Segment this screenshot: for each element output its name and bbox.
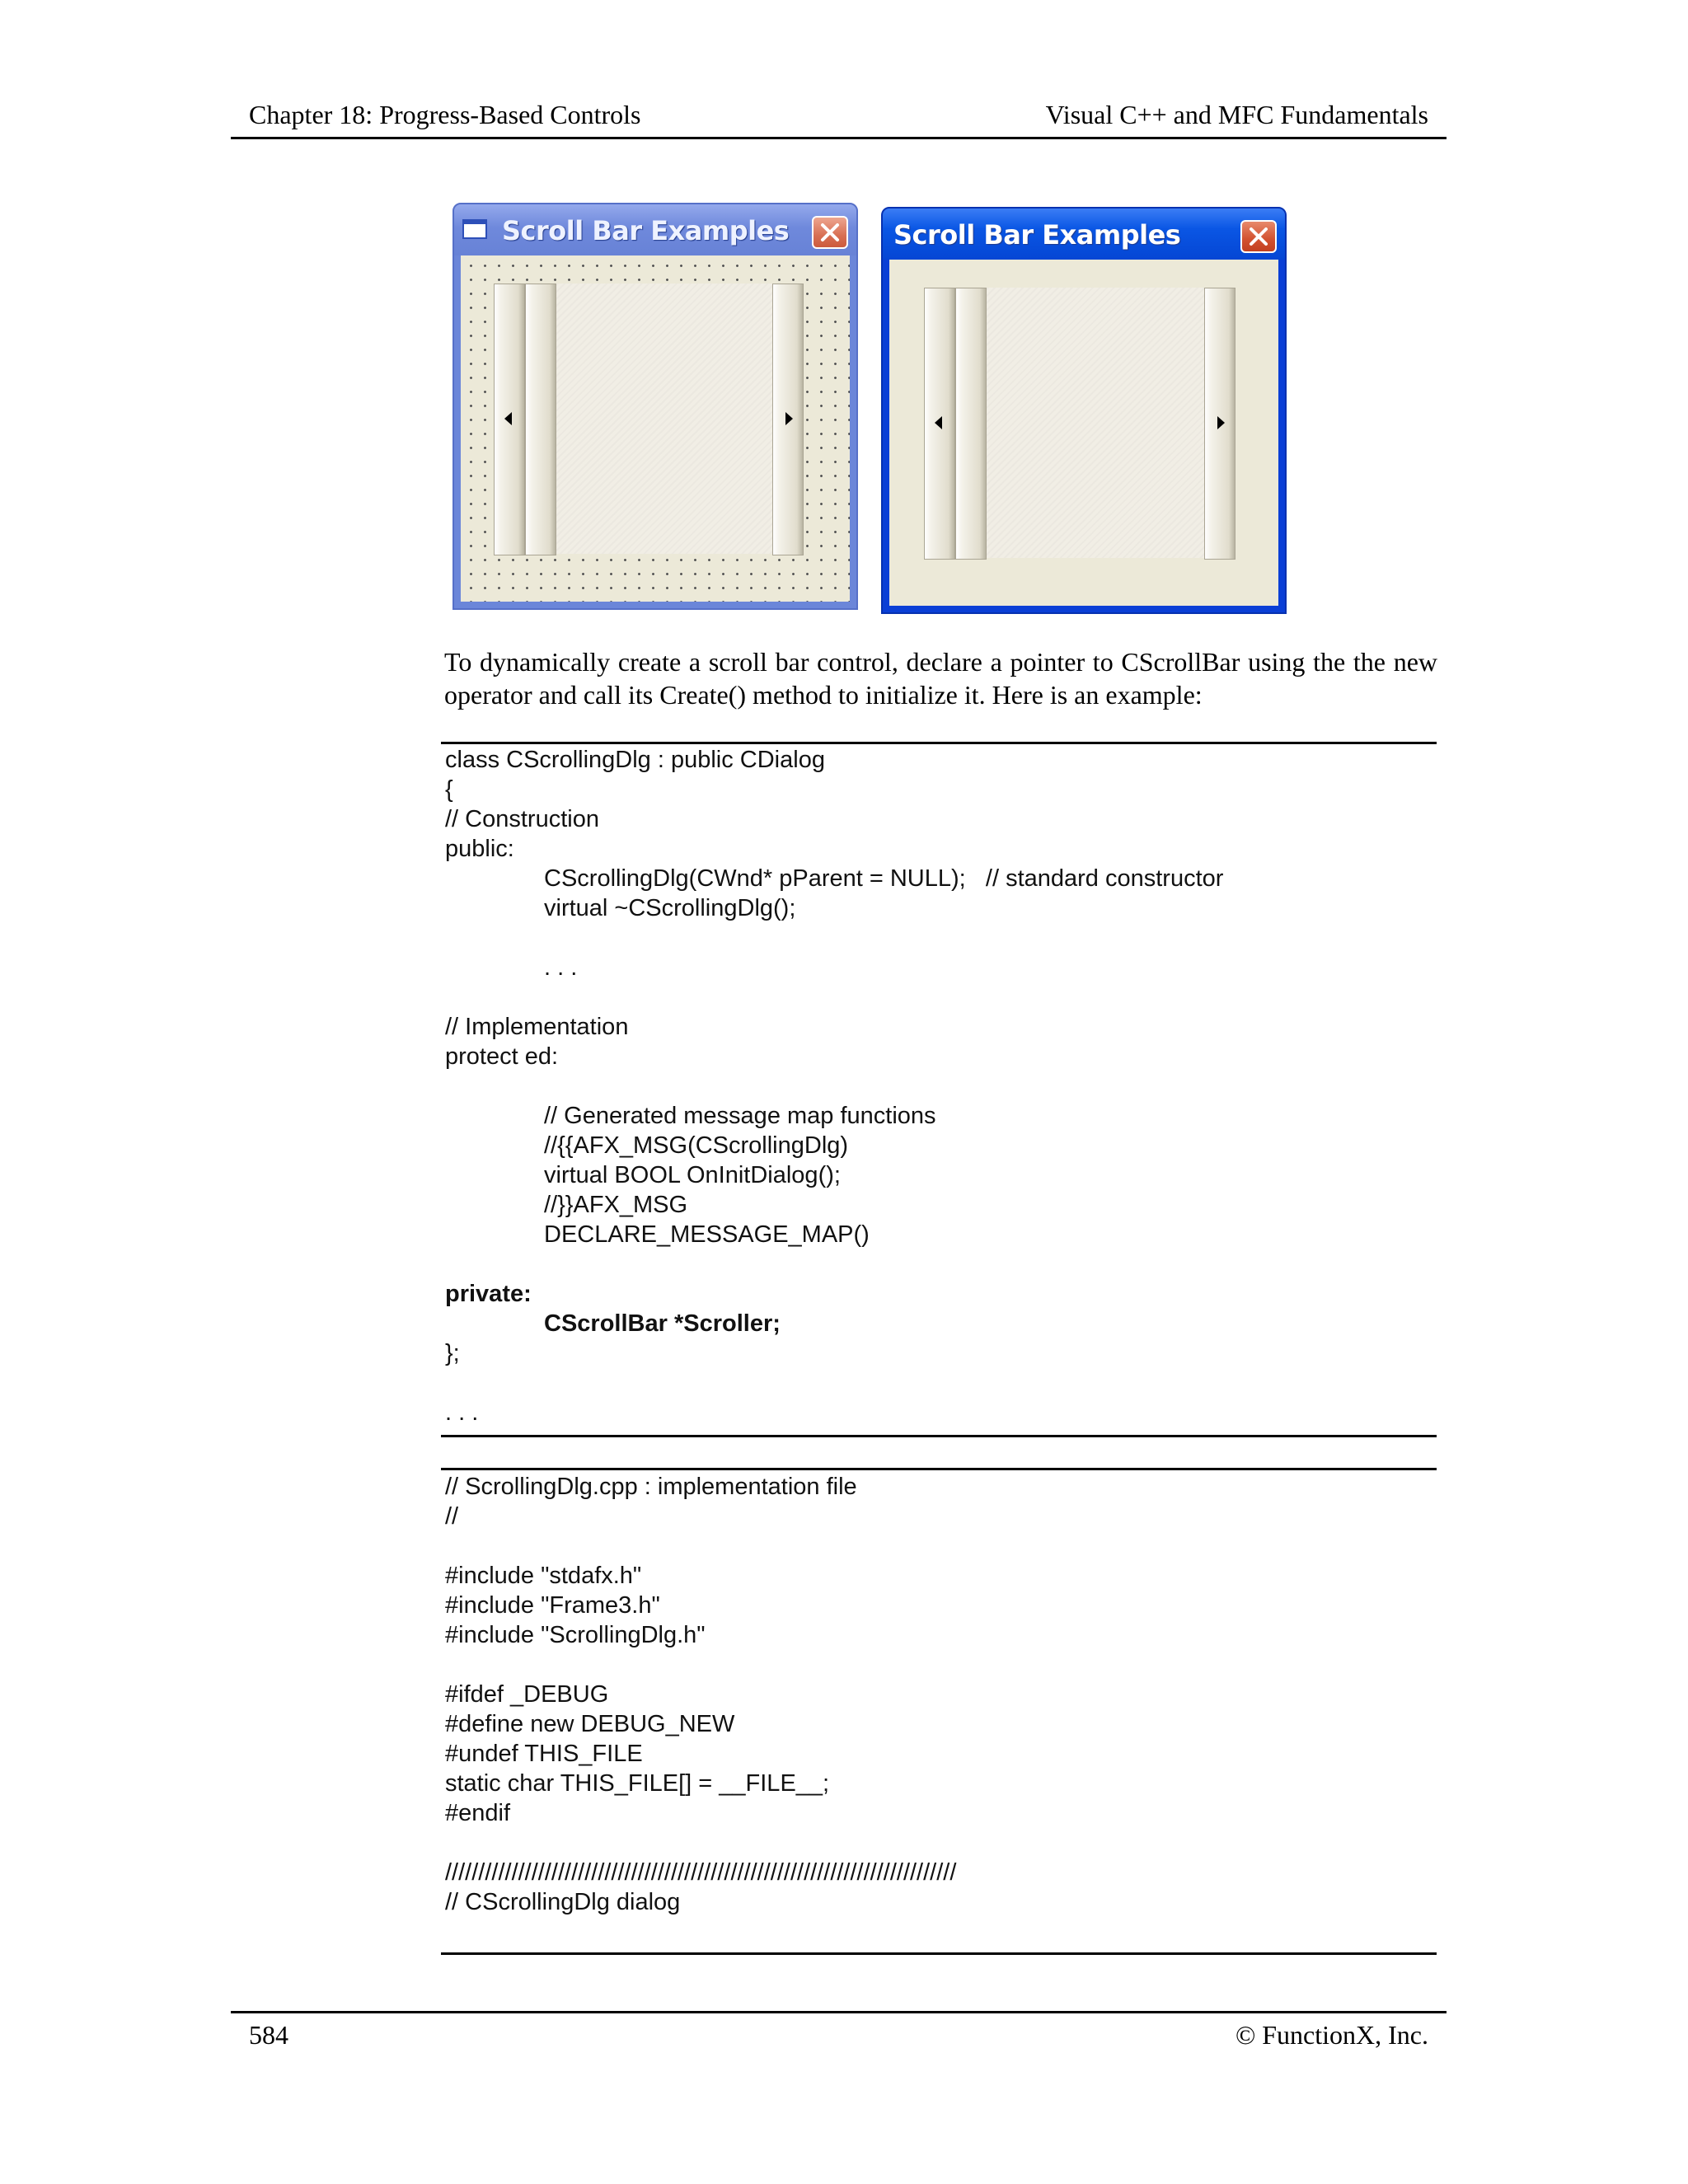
copyright: © FunctionX, Inc.	[1235, 2020, 1428, 2050]
running-footer	[231, 2011, 1447, 2050]
runtime-dialog-window	[881, 207, 1287, 614]
scroll-bar-left-inner	[955, 288, 987, 560]
scroll-bar-right	[772, 284, 804, 555]
design-dialog-window	[452, 203, 858, 610]
scroll-bar-left-outer	[924, 288, 955, 560]
code-line	[445, 982, 1223, 1012]
code-line	[445, 1650, 956, 1680]
code-line: /////////////////////////////////////////////////////////////////////////////	[445, 1859, 957, 1886]
code-line: #include "ScrollingDlg.h"	[445, 1622, 706, 1648]
code-line	[445, 1249, 1223, 1279]
code-line: // Generated message map functions	[544, 1103, 936, 1129]
right-arrow-icon	[1217, 416, 1225, 429]
code-rule-bottom	[441, 1435, 1437, 1437]
chapter-title: Chapter 18: Progress-Based Controls	[249, 100, 641, 129]
code-line	[445, 1368, 1223, 1398]
code-line: // CScrollingDlg dialog	[445, 1889, 681, 1915]
design-dialog-client	[461, 255, 850, 602]
page-number: 584	[249, 2020, 288, 2050]
code-line: //{{AFX_MSG(CScrollingDlg)	[544, 1132, 849, 1159]
design-title-bar	[454, 204, 856, 255]
code-rule-top	[441, 1468, 1437, 1470]
book-title: Visual C++ and MFC Fundamentals	[1045, 100, 1428, 129]
code-line: CScrollingDlg(CWnd* pParent = NULL); // standard constructor	[544, 865, 1224, 892]
close-button	[812, 216, 848, 249]
close-icon	[819, 222, 841, 243]
left-arrow-icon	[935, 416, 942, 429]
code-rule-bottom	[441, 1952, 1437, 1955]
code-line: virtual BOOL OnInitDialog();	[544, 1162, 841, 1188]
left-arrow-icon	[504, 412, 512, 425]
code-line: class CScrollingDlg : public CDialog	[445, 747, 825, 773]
cpp-code-listing	[445, 1472, 956, 1917]
code-line: public:	[445, 836, 514, 862]
runtime-dialog-client	[889, 260, 1278, 606]
code-line: #define new DEBUG_NEW	[445, 1711, 735, 1737]
code-line: CScrollBar *Scroller;	[544, 1310, 781, 1337]
code-line: private:	[445, 1281, 532, 1307]
code-line: #ifdef _DEBUG	[445, 1681, 609, 1708]
code-rule-top	[441, 742, 1437, 744]
code-line: {	[445, 776, 453, 803]
code-line: virtual ~CScrollingDlg();	[544, 895, 796, 921]
code-line: //	[445, 1503, 459, 1530]
scroll-bar-left-inner	[525, 284, 556, 555]
code-line: . . .	[544, 954, 578, 981]
code-line	[445, 1071, 1223, 1101]
code-line: DECLARE_MESSAGE_MAP()	[544, 1221, 870, 1248]
runtime-window-title: Scroll Bar Examples	[893, 219, 1181, 251]
code-line: //}}AFX_MSG	[544, 1192, 688, 1218]
close-icon	[1248, 226, 1269, 247]
code-line: static char THIS_FILE[] = __FILE__;	[445, 1770, 830, 1797]
code-line: #include "stdafx.h"	[445, 1563, 642, 1589]
scroll-bar-right	[1204, 288, 1236, 560]
design-window-title: Scroll Bar Examples	[502, 215, 790, 246]
scroll-bar-left-outer	[494, 284, 525, 555]
code-line	[445, 923, 1223, 953]
window-icon	[462, 219, 487, 239]
code-line: #undef THIS_FILE	[445, 1741, 643, 1767]
code-line: #endif	[445, 1800, 511, 1826]
code-line: };	[445, 1340, 460, 1366]
code-line: #include "Frame3.h"	[445, 1592, 660, 1619]
code-line: // Construction	[445, 806, 599, 832]
close-button	[1240, 220, 1277, 253]
right-arrow-icon	[785, 412, 793, 425]
runtime-title-bar	[883, 209, 1285, 260]
code-line	[445, 1828, 956, 1858]
code-line: // Implementation	[445, 1014, 629, 1040]
code-line: protect ed:	[445, 1043, 559, 1070]
code-line: // ScrollingDlg.cpp : implementation file	[445, 1474, 857, 1500]
code-line: . . .	[445, 1399, 479, 1426]
header-code-listing	[445, 745, 1223, 1427]
running-header	[231, 97, 1447, 139]
code-line	[445, 1531, 956, 1561]
intro-paragraph: To dynamically create a scroll bar control, declare a pointer to CScrollBar using the the new operator and call its Create() method to initialize it. Here is an example:	[444, 647, 1437, 710]
